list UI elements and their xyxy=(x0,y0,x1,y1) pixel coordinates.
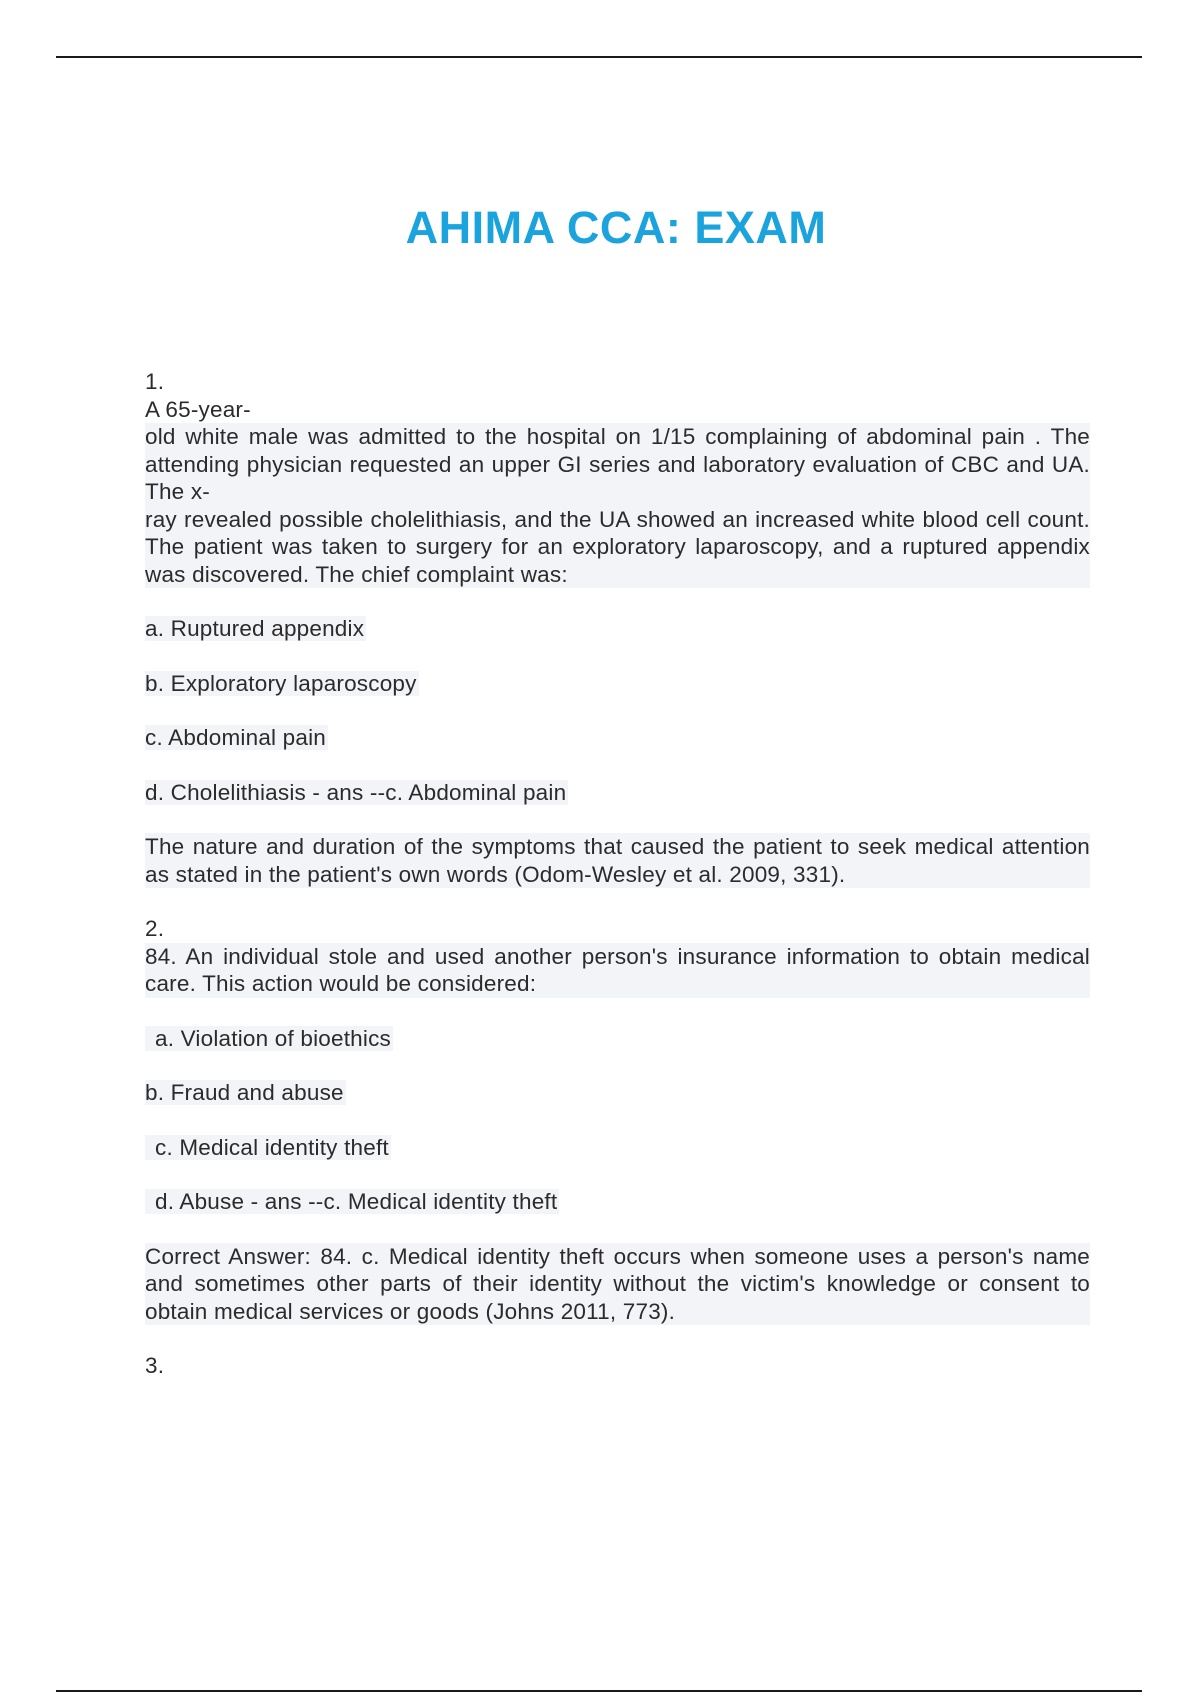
option-text: b. Exploratory laparoscopy xyxy=(145,670,417,696)
answer-explanation: The nature and duration of the symptoms that caused the patient to seek medical attention as stated in the patient's own words (Odom-Wesley et al. 2009, 331). xyxy=(145,834,1090,887)
answer-option xyxy=(145,724,1090,752)
question-number: 1. xyxy=(145,369,165,394)
bottom-rule xyxy=(56,1690,1142,1692)
answer-explanation: Correct Answer: 84. c. Medical identity theft occurs when someone uses a person's name and sometimes other parts of their identity without the victim's knowledge or consent to obtain medical services or goods (Johns 2011, 773). xyxy=(145,1243,1090,1324)
option-text: c. Abdominal pain xyxy=(145,725,327,750)
option-text: b. Fraud and abuse xyxy=(145,1080,344,1105)
stem-line: A 65-year- xyxy=(145,396,251,422)
answer-option xyxy=(145,1079,1090,1107)
answer-option xyxy=(145,615,1090,643)
question-stem: 84. An individual stole and used another person's insurance information to obtain medical care. This action would be considered: xyxy=(145,943,1090,996)
option-text: d. Cholelithiasis - ans --c. Abdominal pain xyxy=(145,779,567,805)
document-title: AHIMA CCA: EXAM xyxy=(405,202,827,254)
option-text: c. Medical identity theft xyxy=(145,1135,391,1160)
stem-line: ray revealed possible cholelithiasis, and the UA showed an increased white blood cell count. The patient was taken to surgery for an exploratory laparoscopy, and a ruptured appendix was discovered. The chief complaint was: xyxy=(145,506,1090,587)
option-text: a. Ruptured appendix xyxy=(145,616,365,641)
question-3 xyxy=(145,1352,1090,1380)
answer-option xyxy=(145,670,1090,698)
answer-option xyxy=(145,1134,1090,1162)
question-number: 2. xyxy=(145,916,165,941)
question-2 xyxy=(145,915,1090,1325)
answer-option xyxy=(145,1188,1090,1216)
option-text: d. Abuse - ans --c. Medical identity theft xyxy=(145,1189,559,1214)
option-text: a. Violation of bioethics xyxy=(145,1026,393,1051)
exam-content xyxy=(145,368,1090,1380)
question-1 xyxy=(145,368,1090,888)
answer-option xyxy=(145,1025,1090,1053)
question-number: 3. xyxy=(145,1353,165,1378)
stem-line: old white male was admitted to the hospital on 1/15 complaining of abdominal pain . The attending physician requested an upper GI series and laboratory evaluation of CBC and UA. The x- xyxy=(145,424,1090,504)
top-rule xyxy=(56,56,1142,58)
question-stem xyxy=(145,396,1090,589)
answer-option xyxy=(145,779,1090,807)
